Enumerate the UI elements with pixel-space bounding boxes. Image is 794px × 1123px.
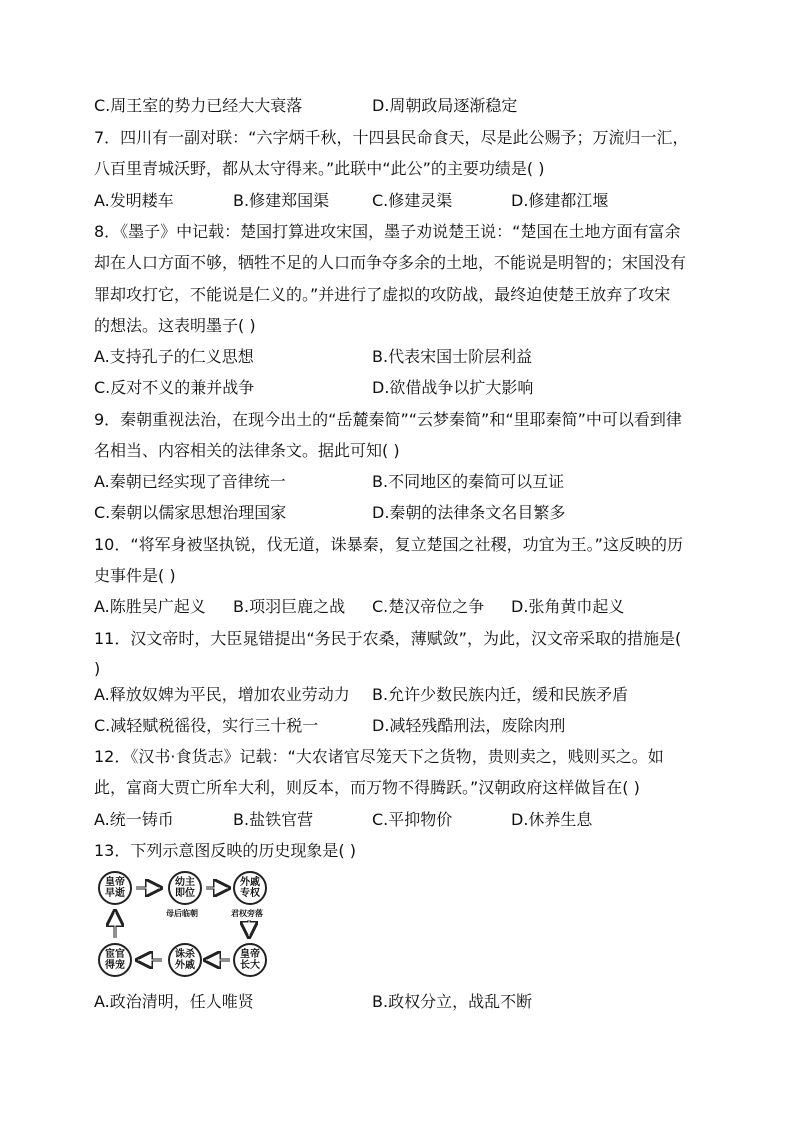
q7-stem-line-2: 八百里青城沃野，都从太守得来。”此联中“此公”的主要功绩是( ) [94, 159, 545, 178]
q12-option-c: C.平抑物价 [372, 810, 453, 829]
q11-option-d: D.减轻残酷刑法，废除肉刑 [372, 716, 566, 735]
q9-option-a: A.秦朝已经实现了音律统一 [94, 472, 286, 491]
q10-stem-line-1: 10．“将军身被坚执锐，伐无道，诛暴秦，复立楚国之社稷，功宜为王。”这反映的历 [94, 535, 683, 554]
q8-stem-line-2: 却在人口方面不够，牺牲不足的人口而争夺多余的土地，不能说是明智的；宋国没有 [94, 253, 687, 272]
node-eunuchs-favored: 宦官得宠 [98, 943, 132, 977]
q12-option-d: D.休养生息 [511, 810, 593, 829]
q13-option-b: B.政权分立，战乱不断 [372, 992, 533, 1011]
q10-option-b: B.项羽巨鹿之战 [233, 597, 346, 616]
q9-stem-line-1: 9．秦朝重视法治，在现今出土的“岳麓秦简”“云梦秦简”和“里耶秦简”中可以看到律 [94, 410, 682, 429]
q10-option-a: A.陈胜吴广起义 [94, 597, 206, 616]
q9-option-b: B.不同地区的秦简可以互证 [372, 472, 565, 491]
q8-option-d: D.欲借战争以扩大影响 [372, 378, 534, 397]
caption-power-lost: 君权旁落 [231, 909, 263, 918]
q7-option-a: A.发明耧车 [94, 191, 174, 210]
q12-option-b: B.盐铁官营 [233, 810, 314, 829]
q6-option-c: C.周王室的势力已经大大衰落 [94, 96, 303, 115]
q12-option-a: A.统一铸币 [94, 810, 174, 829]
q10-option-c: C.楚汉帝位之争 [372, 597, 485, 616]
q11-stem-line-2: ) [94, 659, 101, 678]
q10-stem-line-2: 史事件是( ) [94, 566, 176, 585]
node-consort-clan-power: 外戚专权 [233, 871, 267, 905]
q8-option-c: C.反对不义的兼并战争 [94, 378, 255, 397]
q7-stem-line-1: 7．四川有一副对联：“六字炳千秋，十四县民命食天，尽是此公赐予；万流归一汇， [94, 128, 689, 147]
cycle-diagram [94, 866, 274, 986]
q13-stem-line-1: 13．下列示意图反映的历史现象是( ) [94, 841, 356, 860]
q8-stem-line-4: 的想法。这表明墨子( ) [94, 316, 256, 335]
node-emperor-grows-up: 皇帝长大 [233, 943, 267, 977]
q10-option-d: D.张角黄巾起义 [511, 597, 625, 616]
q7-option-b: B.修建郑国渠 [233, 191, 330, 210]
q9-option-c: C.秦朝以儒家思想治理国家 [94, 503, 287, 522]
q11-option-b: B.允许少数民族内迁，缓和民族矛盾 [372, 685, 629, 704]
q7-option-c: C.修建灵渠 [372, 191, 453, 210]
q6-option-d: D.周朝政局逐渐稳定 [372, 96, 518, 115]
q8-stem-line-1: 8．《墨子》中记载：楚国打算进攻宋国，墨子劝说楚王说：“楚国在土地方面有富余 [94, 222, 681, 241]
q13-option-a: A.政治清明，任人唯贤 [94, 992, 254, 1011]
q9-option-d: D.秦朝的法律条文名目繁多 [372, 503, 566, 522]
q8-stem-line-3: 罪却攻打它，不能说是仁义的。”并进行了虚拟的攻防战，最终迫使楚王放弃了攻宋 [94, 285, 671, 304]
node-kill-consort-clan: 诛杀外戚 [168, 943, 202, 977]
q12-stem-line-1: 12．《汉书·食货志》记载：“大农诸官尽笼天下之货物，贵则卖之，贱则买之。如 [94, 747, 664, 766]
q11-option-c: C.减轻赋税徭役，实行三十税一 [94, 716, 319, 735]
q9-stem-line-2: 名相当、内容相关的法律条文。据此可知( ) [94, 441, 400, 460]
q7-option-d: D.修建都江堰 [511, 191, 609, 210]
node-child-enthroned: 幼主即位 [168, 871, 202, 905]
q11-stem-line-1: 11．汉文帝时，大臣晁错提出“务民于农桑，薄赋敛”，为此，汉文帝采取的措施是( [94, 629, 682, 648]
node-emperor-dies-young: 皇帝早逝 [98, 871, 132, 905]
caption-regency: 母后临朝 [166, 909, 198, 918]
q12-stem-line-2: 此，富商大贾亡所牟大利，则反本，而万物不得腾跃。”汉朝政府这样做旨在( ) [94, 778, 640, 797]
q8-option-a: A.支持孔子的仁义思想 [94, 347, 254, 366]
q8-option-b: B.代表宋国士阶层利益 [372, 347, 533, 366]
q11-option-a: A.释放奴婢为平民，增加农业劳动力 [94, 685, 350, 704]
